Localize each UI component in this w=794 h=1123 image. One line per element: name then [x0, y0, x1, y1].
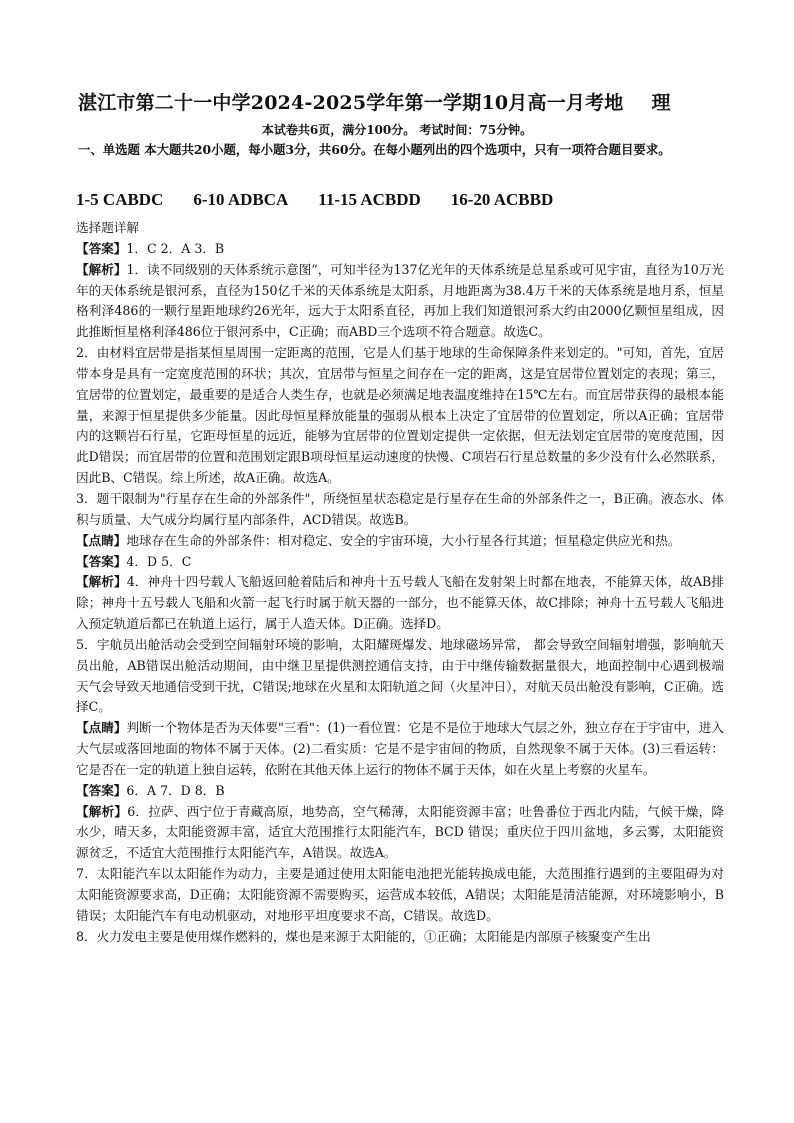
- section-instructions: 一、单选题 本大题共20小题，每小题3分，共60分。在每小题列出的四个选项中，只有一项符合题目要求。: [78, 142, 671, 157]
- analysis-paragraph: 2．由材料宜居带是指某恒星周围一定距离的范围，它是人们基于地球的生命保障条件来划定的。"可知，首先，宜居带本身是具有一定宽度范围的环状；其次，宜居带与恒星之间存在一定的距离，这是宜居带位置划定的表现；第三，宜居带的位置划定，最重要的是适合人类生存，也就是必须满足地表温度维持在15℃左右。而宜居带获得的最根本能量，来源于恒星提供多少能量。因此母恒星释放能量的强弱从根本上决定了宜居带的位置划定，所以A正确；宜居带内的这颗岩石行星，它距母恒星的远近，能够为宜居带的位置划定提供一定依据，但无法划定宜居带的宽度范围，因此D错误；而宜居带的位置和范围划定跟B项母恒星运动速度的快慢、C项岩石行星总数量的多少没有什么必然联系，因此B、C错误。综上所述，故A正确。故选A。: [76, 345, 724, 486]
- answer-key-group: 11-15 ACBDD: [318, 190, 421, 209]
- tip-paragraph: 【点睛】判断一个物体是否为天体要"三看"：(1)一看位置：它是不是位于地球大气层之外，独立存在于宇宙中，进入大气层或落回地面的物体不属于天体。(2)二看实质：它是不是宇宙间的物质，自然现象不属于天体。(3)三看运转：它是否在一定的轨道上独自运转，依附在其他天体上运行的物体不属于天体，如在火星上考察的火星车。: [76, 720, 724, 777]
- exam-title: [78, 88, 718, 115]
- exam-title-main: 湛江市第二十一中学2024-2025学年第一学期10月高一月考地: [78, 92, 624, 114]
- answer-line: 【答案】6．A 7．D 8．B: [76, 782, 225, 798]
- analysis-paragraph: 3．题干限制为"行星存在生命的外部条件"，所绕恒星状态稳定是行星存在生命的外部条件之一，B正确。液态水、体积与质量、大气成分均属行星内部条件，ACD错误。故选B。: [76, 490, 724, 527]
- explanation-body: [76, 218, 724, 948]
- analysis-paragraph: 【解析】4．神舟十四号载人飞船返回舱着陆后和神舟十五号载人飞船在发射架上时都在地表，不能算天体，故AB排除；神舟十五号载人飞船和火箭一起飞行时属于航天器的一部分，也不能算天体，故C排除；神舟十五号载人飞船进入预定轨道后都已在轨道上运行，属于人造天体。D正确。选择D。: [76, 574, 724, 632]
- tip-paragraph: 【点睛】地球存在生命的外部条件：相对稳定、安全的宇宙环境，大小行星各行其道；恒星稳定供应光和热。: [76, 532, 681, 548]
- answer-key: [76, 190, 736, 210]
- answer-key-group: 6-10 ADBCA: [193, 190, 289, 209]
- exam-title-tail: 理: [651, 92, 671, 114]
- answer-line: 【答案】1．C 2．A 3．B: [76, 240, 225, 256]
- analysis-paragraph: 8．火力发电主要是使用煤作燃料的，煤也是来源于太阳能的，①正确；太阳能是内部原子核聚变产生出: [76, 928, 651, 944]
- explanation-heading: 选择题详解: [76, 220, 139, 235]
- exam-meta: 本试卷共6页，满分100分。 考试时间：75分钟。: [261, 123, 533, 137]
- answer-line: 【答案】4．D 5．C: [76, 553, 192, 569]
- analysis-paragraph: 【解析】1．读不同级别的天体系统示意图”，可知半径为137亿光年的天体系统是总星系或可见宇宙，直径为10万光年的天体系统是银河系，直径为150亿千米的天体系统是太阳系，月地距离为38.4万千米的天体系统是地月系，恒星格利泽486的一颗行星距地球约26光年，远大于太阳系直径，再加上我们知道银河系大约由2000亿颗恒星组成，因此推断恒星格利泽486位于银河系中，C正确；而ABD三个选项不符合题意。故选C。: [76, 261, 725, 340]
- answer-key-group: 16-20 ACBBD: [450, 190, 554, 209]
- analysis-paragraph: 7．太阳能汽车以太阳能作为动力，主要是通过使用太阳能电池把光能转换成电能，大范围推行遇到的主要阻碍为对太阳能资源要求高，D正确；太阳能资源不需要购买，运营成本较低，A错误；太阳能是清洁能源，对环境影响小，B错误；太阳能汽车有电动机驱动，对地形平坦度要求不高，C错误。故选D。: [76, 866, 724, 923]
- analysis-paragraph: 【解析】6．拉萨、西宁位于青藏高原，地势高，空气稀薄，太阳能资源丰富；吐鲁番位于西北内陆，气候干燥，降水少，晴天多，太阳能资源丰富，适宜大范围推行太阳能汽车，BCD 错误；重庆位于四川盆地，多云雾，太阳能资源贫乏，不适宜大范围推行太阳能汽车，A错误。故选A。: [76, 803, 725, 861]
- analysis-paragraph: 5．宇航员出舱活动会受到空间辐射环境的影响，太阳耀斑爆发、地球磁场异常， 都会导致空间辐射增强，影响航天员出舱，AB错误出舱活动期间，由中继卫星提供测控通信支持，由于中继传输数据量很大，地面控制中心遇到极端天气会导致天地通信受到干扰，C错误;地球在火星和太阳轨道之间（火星冲日），对航天员出舱没有影响，C正确。选择C。: [76, 636, 724, 715]
- answer-key-group: 1-5 CABDC: [76, 190, 164, 209]
